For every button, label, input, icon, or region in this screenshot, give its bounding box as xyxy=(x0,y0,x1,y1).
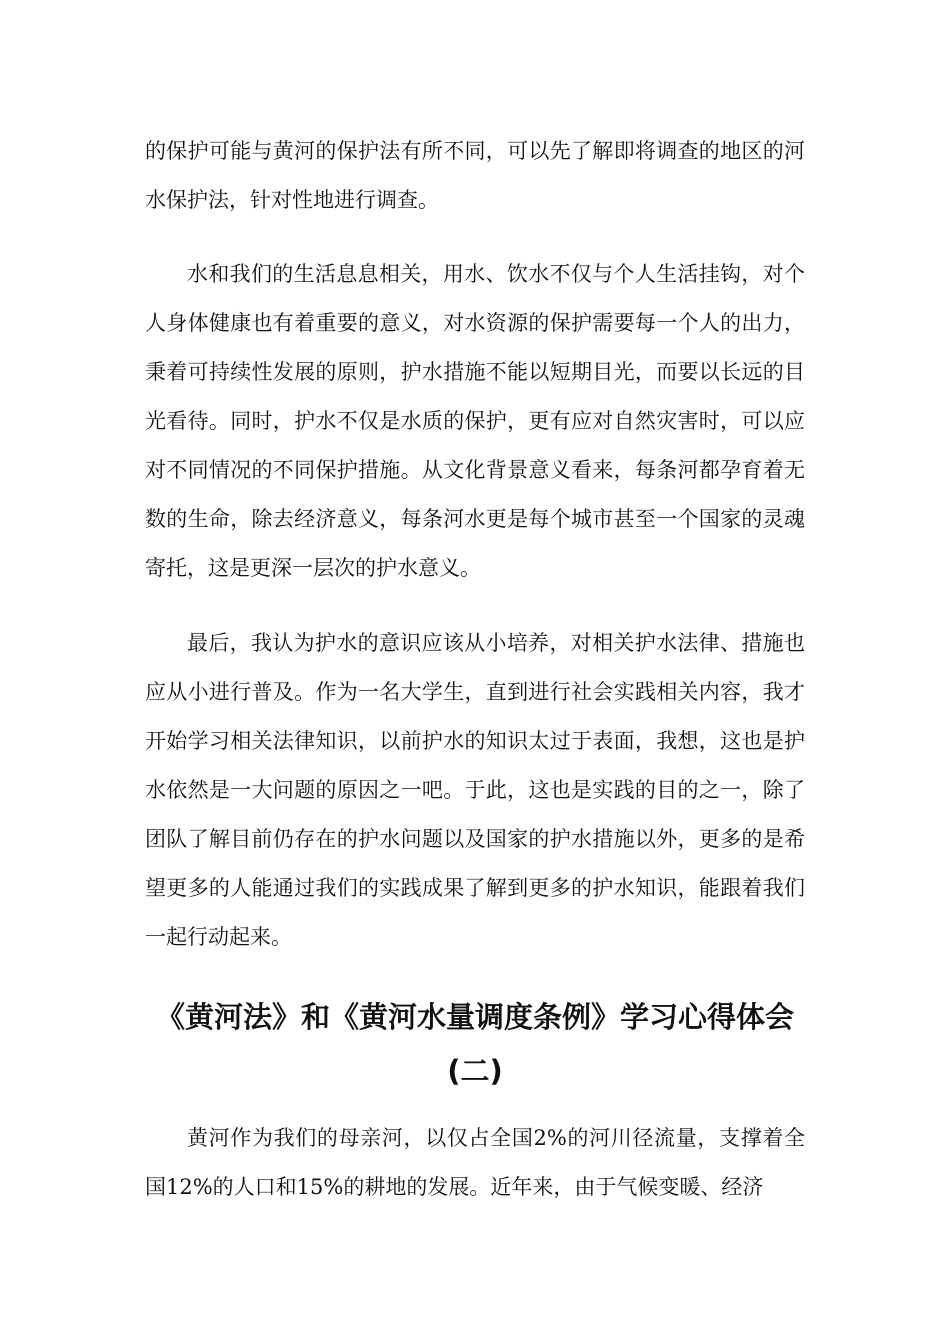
paragraph-1: 的保护可能与黄河的保护法有所不同，可以先了解即将调查的地区的河水保护法，针对性地进行调查。 xyxy=(145,139,805,212)
paragraph-2: 水和我们的生活息息相关，用水、饮水不仅与个人生活挂钩，对个人身体健康也有着重要的意义，对水资源的保护需要每一个人的出力，秉着可持续性发展的原则，护水措施不能以短期目光，而要以长远的目光看待。同时，护水不仅是水质的保护，更有应对自然灾害时，可以应对不同情况的不同保护措施。从文化背景意义看来，每条河都孕育着无数的生命，除去经济意义，每条河水更是每个城市甚至一个国家的灵魂寄托，这是更深一层次的护水意义。 xyxy=(145,262,805,580)
paragraph-3: 最后，我认为护水的意识应该从小培养，对相关护水法律、措施也应从小进行普及。作为一名大学生，直到进行社会实践相关内容，我才开始学习相关法律知识，以前护水的知识太过于表面，我想，这也是护水依然是一大问题的原因之一吧。于此，这也是实践的目的之一，除了团队了解目前仍存在的护水问题以及国家的护水措施以外，更多的是希望更多的人能通过我们的实践成果了解到更多的护水知识，能跟着我们一起行动起来。 xyxy=(145,631,805,949)
section-heading-line-1: 《黄河法》和《黄河水量调度条例》学习心得体会 xyxy=(155,1000,794,1034)
section-heading-line-2: (二) xyxy=(447,1054,503,1088)
paragraph-4: 黄河作为我们的母亲河，以仅占全国2%的河川径流量，支撑着全国12%的人口和15%的耕地的发展。近年来，由于气候变暖、经济 xyxy=(145,1126,805,1199)
